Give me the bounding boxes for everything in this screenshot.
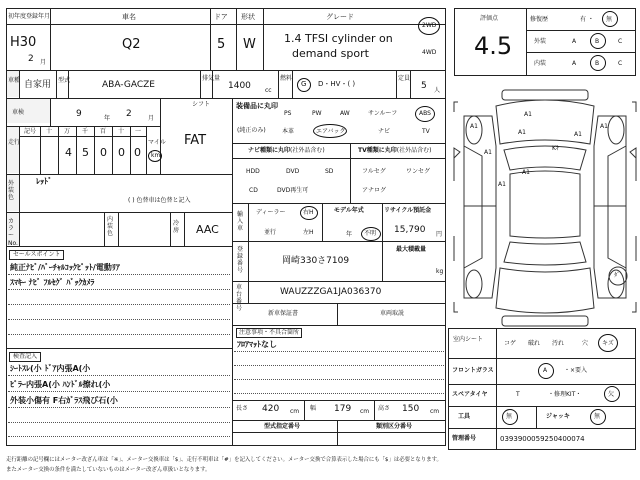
- nav-sd: SD: [325, 168, 334, 175]
- seat-hole: 穴: [582, 340, 589, 347]
- diagram-mark-5: A1: [518, 129, 526, 136]
- capacity-unit: 人: [434, 87, 441, 94]
- diagram-mark-3: A1: [600, 123, 608, 130]
- drive-4wd: 4WD: [422, 49, 437, 56]
- model-year-label: モデル年式: [334, 207, 364, 214]
- class-label: 類別区分番号: [376, 423, 413, 430]
- mileage-scale-1: 十: [46, 128, 53, 135]
- shift-value: FAT: [184, 133, 207, 148]
- nav-type-title: ナビ種類に丸印: [248, 147, 291, 154]
- inspection-label: 車検: [12, 109, 25, 116]
- warranty-label: 新車保証書: [268, 310, 299, 317]
- import-label: 輸入車: [237, 211, 244, 233]
- equip-airbag: エアバック: [316, 128, 346, 135]
- diagram-mark-4: A1: [484, 149, 492, 156]
- spare-t: T: [516, 391, 520, 398]
- drive-2wd: 2WD: [422, 22, 437, 29]
- equip-pw: PW: [312, 110, 322, 117]
- model-value: Q2: [122, 37, 141, 52]
- inspection-month: 2: [126, 109, 132, 119]
- nav-cd: CD: [249, 187, 258, 194]
- repair-options: 有 ・: [580, 16, 594, 23]
- mileage-digit-1: 5: [82, 146, 89, 159]
- door-label: ドア: [214, 13, 228, 21]
- diagram-mark-9: A1: [498, 181, 506, 188]
- ac-label: 冷房: [173, 220, 180, 235]
- footer-line-1: 走行距離の記号欄にはメーター改ざん車は「※」、メーター交換車は「$」、走行不明車は「#」を記入してください。メーター交換で合算表示した場合にも「$」は必要となります。: [6, 457, 442, 463]
- equip-tv: TV: [422, 128, 430, 135]
- first-reg-year: H30: [10, 35, 37, 50]
- car-damage-diagram: [452, 86, 638, 330]
- import-right: 右H: [303, 209, 314, 216]
- exterior-grade-label: 外装: [534, 38, 547, 45]
- notes-label: 注意事項・不具合箇所: [236, 328, 302, 338]
- diagram-mark-8: Kｷ: [552, 145, 559, 152]
- type-code: ABA-GACZE: [102, 80, 155, 90]
- spare-kit: ・修理KIT・: [548, 391, 582, 398]
- spare-none: 欠: [608, 391, 615, 398]
- mileage-unit-km: km: [151, 152, 161, 159]
- model-label: 車名: [122, 13, 136, 21]
- recycle-label: リサイクル預託金: [384, 207, 432, 214]
- equipment-label: 装備品に丸印: [236, 102, 278, 110]
- shape-label: 形状: [241, 13, 255, 21]
- height-unit: cm: [430, 408, 440, 415]
- height-label: 高さ: [378, 405, 391, 412]
- sales-point-line-1: 純正ﾅﾋﾞ/ﾊﾞｰﾁｬﾙｺｯｸﾋﾟｯﾄ/電動ﾘｱ: [10, 263, 120, 272]
- fuel-g: G: [301, 80, 307, 88]
- inspector-line-2: ﾋﾟﾗｰ内張A(小 ﾊﾝﾄﾞﾙ擦れ(小: [10, 380, 111, 389]
- fuel-others: D・HV・( ): [318, 80, 356, 88]
- shape-value: W: [243, 37, 256, 52]
- footer-line-2: またメーター交換の条件を満たしていないものはメーター改ざん車扱いとなります。: [6, 467, 211, 473]
- door-value: 5: [217, 37, 226, 52]
- nav-dvd: DVD: [286, 168, 300, 175]
- vin-value: WAUZZZGA1JA036370: [280, 287, 382, 297]
- inspector-line-3: 外装小傷有 F右ｶﾞﾗｽ飛び石(小: [10, 396, 118, 405]
- type-cert-label: 型式指定番号: [264, 423, 301, 430]
- nav-dvd-play: DVD再生可: [277, 187, 309, 194]
- score-value: 4.5: [474, 32, 513, 60]
- mileage-unit-mile: マイル: [148, 139, 166, 146]
- equipment-sub: (純正のみ): [237, 127, 266, 134]
- tools-label: 工具: [458, 413, 471, 420]
- nav-type-label: [248, 148, 325, 154]
- diagram-mark-1: A1: [470, 123, 478, 130]
- grade-line-1: 1.4 TFSI cylinder on: [284, 32, 393, 45]
- equip-abs: ABS: [419, 110, 431, 117]
- front-glass-x: ・×要入: [564, 367, 588, 374]
- nav-hdd: HDD: [246, 168, 260, 175]
- import-dealer: ディーラー: [256, 209, 286, 216]
- diagram-mark-7: A1: [574, 131, 582, 138]
- mileage-scale-4: 百: [100, 128, 107, 135]
- interior-grade-a: A: [572, 60, 577, 67]
- tv-type-sub: (社外品含む): [396, 147, 432, 154]
- score-label: 評価点: [480, 15, 499, 22]
- interior-grade-label: 内装: [534, 60, 547, 67]
- equip-sunroof: サンルーフ: [368, 110, 398, 117]
- tv-fullseg: フルセグ: [362, 168, 386, 175]
- mileage-digit-3: 0: [118, 146, 125, 159]
- sales-point-line-2: ｽﾏｷｰ ﾅﾋﾞ ﾌﾙｾｸﾞ ﾊﾞｯｸｶﾒﾗ: [10, 278, 95, 287]
- tv-type-title: TV種類に丸印: [358, 147, 397, 154]
- mgmt-number: 0393900059250400074: [500, 435, 585, 443]
- mileage-scale-6: 一: [135, 128, 142, 135]
- equip-ps: PS: [284, 110, 292, 117]
- length-value: 420: [262, 404, 280, 414]
- mileage-scale-0: 記号: [24, 128, 37, 135]
- notes-text: ﾌﾛｱﾏｯﾄなし: [237, 340, 277, 349]
- length-unit: cm: [290, 408, 300, 415]
- seat-stain: 汚れ: [552, 340, 565, 347]
- mgmt-label: 管理番号: [452, 435, 477, 442]
- seat-label: 室内シート: [453, 336, 484, 343]
- import-left: 左H: [303, 229, 314, 236]
- manual-label: 車両取説: [380, 310, 405, 317]
- cc-unit: cc: [265, 87, 272, 94]
- mileage-scale-3: 千: [82, 128, 89, 135]
- first-reg-month: 2: [28, 54, 34, 64]
- diagram-mark-6: A1: [522, 169, 530, 176]
- registration-label: 登録番号: [237, 246, 244, 274]
- jack-none: 無: [594, 413, 601, 420]
- exterior-label: 外装色: [8, 180, 15, 202]
- ac-value: AAC: [196, 223, 219, 236]
- max-load-unit: kg: [436, 268, 444, 275]
- inspection-month-unit: 月: [148, 115, 155, 122]
- front-glass-label: フロントガラス: [452, 367, 494, 374]
- registration-number: 岡崎330さ7109: [282, 256, 350, 266]
- recycle-unit: 円: [436, 231, 443, 238]
- vin-label: 車台番号: [236, 284, 243, 312]
- exterior-note: ( ) 色替車は色替と記入: [128, 197, 191, 204]
- reg-label: 車種: [8, 77, 21, 84]
- capacity-label: 定員: [398, 75, 411, 82]
- diagram-mark-10: ﾀﾞ: [614, 272, 621, 279]
- mileage-digit-2: 0: [100, 146, 107, 159]
- exterior-grade-b: B: [595, 38, 600, 45]
- equip-leather: 本革: [282, 128, 295, 135]
- front-glass-a: A: [543, 367, 548, 374]
- max-load-label: 最大積載量: [396, 246, 427, 253]
- mileage-digit-0: 4: [65, 146, 72, 159]
- jack-label: ジャッキ: [546, 413, 570, 420]
- grade-label: グレード: [326, 13, 354, 21]
- model-year-unknown: 不明: [364, 230, 377, 237]
- inspection-year: 9: [76, 109, 82, 119]
- recycle-value: 15,790: [394, 225, 426, 235]
- displacement-label: 排気量: [202, 75, 221, 82]
- color-no-label: カラーNo.: [8, 218, 18, 247]
- tv-analog: アナログ: [362, 187, 387, 194]
- import-parallel: 並行: [264, 229, 277, 236]
- width-label: 幅: [310, 405, 317, 412]
- tv-type-label: [358, 148, 431, 154]
- tools-none: 無: [506, 413, 513, 420]
- spare-label: スペアタイヤ: [452, 391, 488, 398]
- interior-color-label: 内装色: [107, 216, 114, 238]
- interior-grade-b: B: [595, 60, 600, 67]
- capacity-value: 5: [421, 81, 427, 91]
- grade-line-2: demand sport: [292, 47, 369, 60]
- first-reg-label: 初年度登録年月: [8, 13, 51, 20]
- length-label: 長さ: [236, 405, 249, 412]
- displacement-value: 1400: [228, 81, 251, 91]
- fuel-label: 燃料: [280, 75, 293, 82]
- equip-navi: ナビ: [378, 128, 391, 135]
- mileage-scale-5: 十: [118, 128, 125, 135]
- model-year-unit: 年: [346, 231, 353, 238]
- seat-tear: 破れ: [528, 340, 541, 347]
- exterior-color: ﾚｯﾄﾞ: [36, 177, 52, 186]
- shift-label: シフト: [192, 101, 211, 108]
- mileage-digit-4: 0: [134, 146, 141, 159]
- exterior-grade-a: A: [572, 38, 577, 45]
- first-reg-month-unit: 月: [40, 59, 47, 66]
- inspector-label: 検査記入: [9, 352, 41, 362]
- width-value: 179: [334, 404, 352, 414]
- nav-type-sub: (社外品含む): [290, 147, 325, 154]
- type-label: 型式: [58, 77, 71, 84]
- equip-aw: AW: [340, 110, 350, 117]
- sales-points-label: セールスポイント: [9, 250, 64, 260]
- exterior-grade-c: C: [618, 38, 623, 45]
- seat-burn: コゲ: [504, 340, 517, 347]
- seat-scratch: キズ: [602, 340, 614, 347]
- width-unit: cm: [360, 408, 370, 415]
- tv-oneseg: ワンセグ: [406, 168, 431, 175]
- diagram-mark-2: A1: [524, 111, 532, 118]
- inspector-line-1: ｼｰﾄｽﾚ(小 ﾄﾞｱ内張A(小: [10, 364, 91, 373]
- mileage-label: 走行: [8, 139, 21, 146]
- repair-none: 無: [606, 16, 613, 23]
- height-value: 150: [402, 404, 420, 414]
- interior-grade-c: C: [618, 60, 623, 67]
- repair-label: 修復歴: [530, 16, 549, 23]
- use-value: 自家用: [24, 80, 52, 90]
- mileage-scale-2: 万: [64, 128, 71, 135]
- inspection-year-unit: 年: [104, 115, 111, 122]
